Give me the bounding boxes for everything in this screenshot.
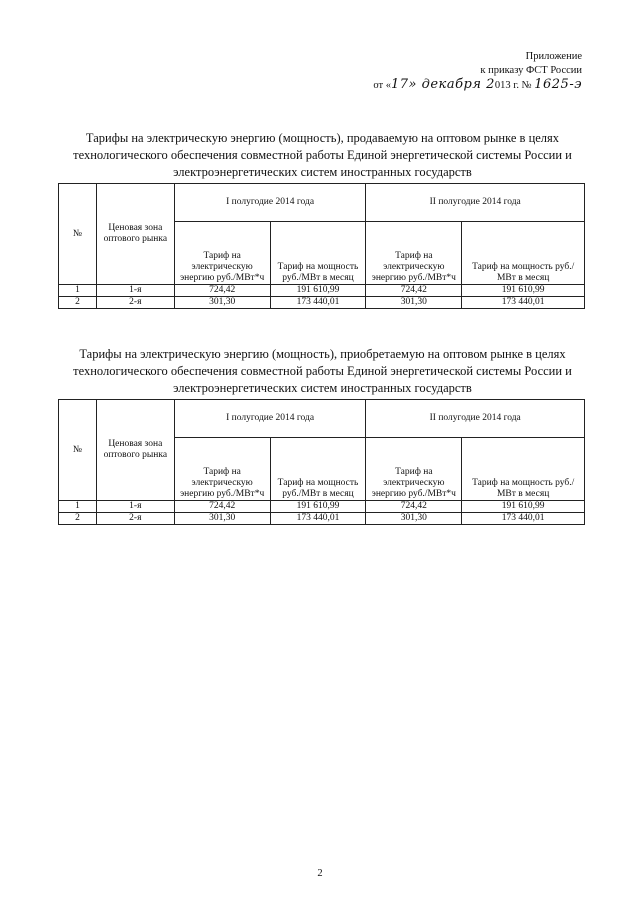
header-energy-tariff-2: Тариф на электрическую энергию руб./МВт*ч	[366, 438, 462, 501]
header-second-half: II полугодие 2014 года	[366, 400, 585, 438]
cell-zone: 2-я	[96, 297, 174, 309]
cell-energy-h2: 301,30	[366, 297, 462, 309]
order-reference: к приказу ФСТ России	[480, 65, 582, 76]
cell-power-h1: 191 610,99	[270, 501, 366, 513]
cell-power-h2: 191 610,99	[462, 501, 585, 513]
cell-num: 2	[59, 513, 97, 525]
header-energy-tariff-2: Тариф на электрическую энергию руб./МВт*ч	[366, 222, 462, 285]
header-power-tariff-2: Тариф на мощность руб./МВт в месяц	[462, 438, 585, 501]
cell-power-h1: 173 440,01	[270, 513, 366, 525]
cell-energy-h1: 301,30	[174, 297, 270, 309]
table-row	[59, 297, 585, 309]
cell-num: 2	[59, 297, 97, 309]
date-suffix: 013 г. №	[494, 80, 532, 91]
handwritten-date: 17» декабря 2	[391, 77, 495, 92]
cell-power-h1: 191 610,99	[270, 285, 366, 297]
date-prefix: от «	[373, 80, 391, 91]
header-num: №	[59, 400, 97, 501]
cell-num: 1	[59, 285, 97, 297]
table-2-title: Тарифы на электрическую энергию (мощность), приобретаемую на оптовом рынке в целях технологического обеспечения совместной работы Единой энергетической системы России и электроэнергетических систем иностранных государств	[73, 347, 572, 395]
table-row	[59, 513, 585, 525]
appendix-header	[373, 50, 582, 93]
header-price-zone: Ценовая зона оптового рынка	[96, 184, 174, 285]
header-power-tariff-2: Тариф на мощность руб./МВт в месяц	[462, 222, 585, 285]
table-row	[59, 501, 585, 513]
cell-num: 1	[59, 501, 97, 513]
cell-power-h2: 173 440,01	[462, 297, 585, 309]
appendix-label: Приложение	[525, 51, 582, 62]
cell-power-h2: 173 440,01	[462, 513, 585, 525]
table-1-title: Тарифы на электрическую энергию (мощность), продаваемую на оптовом рынке в целях технологического обеспечения совместной работы Единой энергетической системы России и электроэнергетических систем иностранных государств	[73, 131, 572, 179]
cell-energy-h1: 724,42	[174, 501, 270, 513]
table-row	[59, 285, 585, 297]
page-number: 2	[317, 868, 323, 879]
cell-energy-h2: 301,30	[366, 513, 462, 525]
header-first-half: I полугодие 2014 года	[174, 184, 366, 222]
header-energy-tariff: Тариф на электрическую энергию руб./МВт*ч	[174, 438, 270, 501]
handwritten-order-number: 1625-э	[534, 77, 582, 92]
header-price-zone: Ценовая зона оптового рынка	[96, 400, 174, 501]
cell-energy-h1: 724,42	[174, 285, 270, 297]
cell-zone: 1-я	[96, 501, 174, 513]
header-num: №	[59, 184, 97, 285]
header-power-tariff: Тариф на мощность руб./МВт в месяц	[270, 438, 366, 501]
order-date-line	[373, 78, 582, 93]
header-second-half: II полугодие 2014 года	[366, 184, 585, 222]
cell-energy-h2: 724,42	[366, 285, 462, 297]
cell-power-h2: 191 610,99	[462, 285, 585, 297]
cell-zone: 1-я	[96, 285, 174, 297]
cell-energy-h2: 724,42	[366, 501, 462, 513]
header-power-tariff: Тариф на мощность руб./МВт в месяц	[270, 222, 366, 285]
cell-energy-h1: 301,30	[174, 513, 270, 525]
header-first-half: I полугодие 2014 года	[174, 400, 366, 438]
cell-zone: 2-я	[96, 513, 174, 525]
cell-power-h1: 173 440,01	[270, 297, 366, 309]
tariff-table-purchased	[58, 399, 585, 525]
header-energy-tariff: Тариф на электрическую энергию руб./МВт*ч	[174, 222, 270, 285]
tariff-table-sold	[58, 183, 585, 309]
